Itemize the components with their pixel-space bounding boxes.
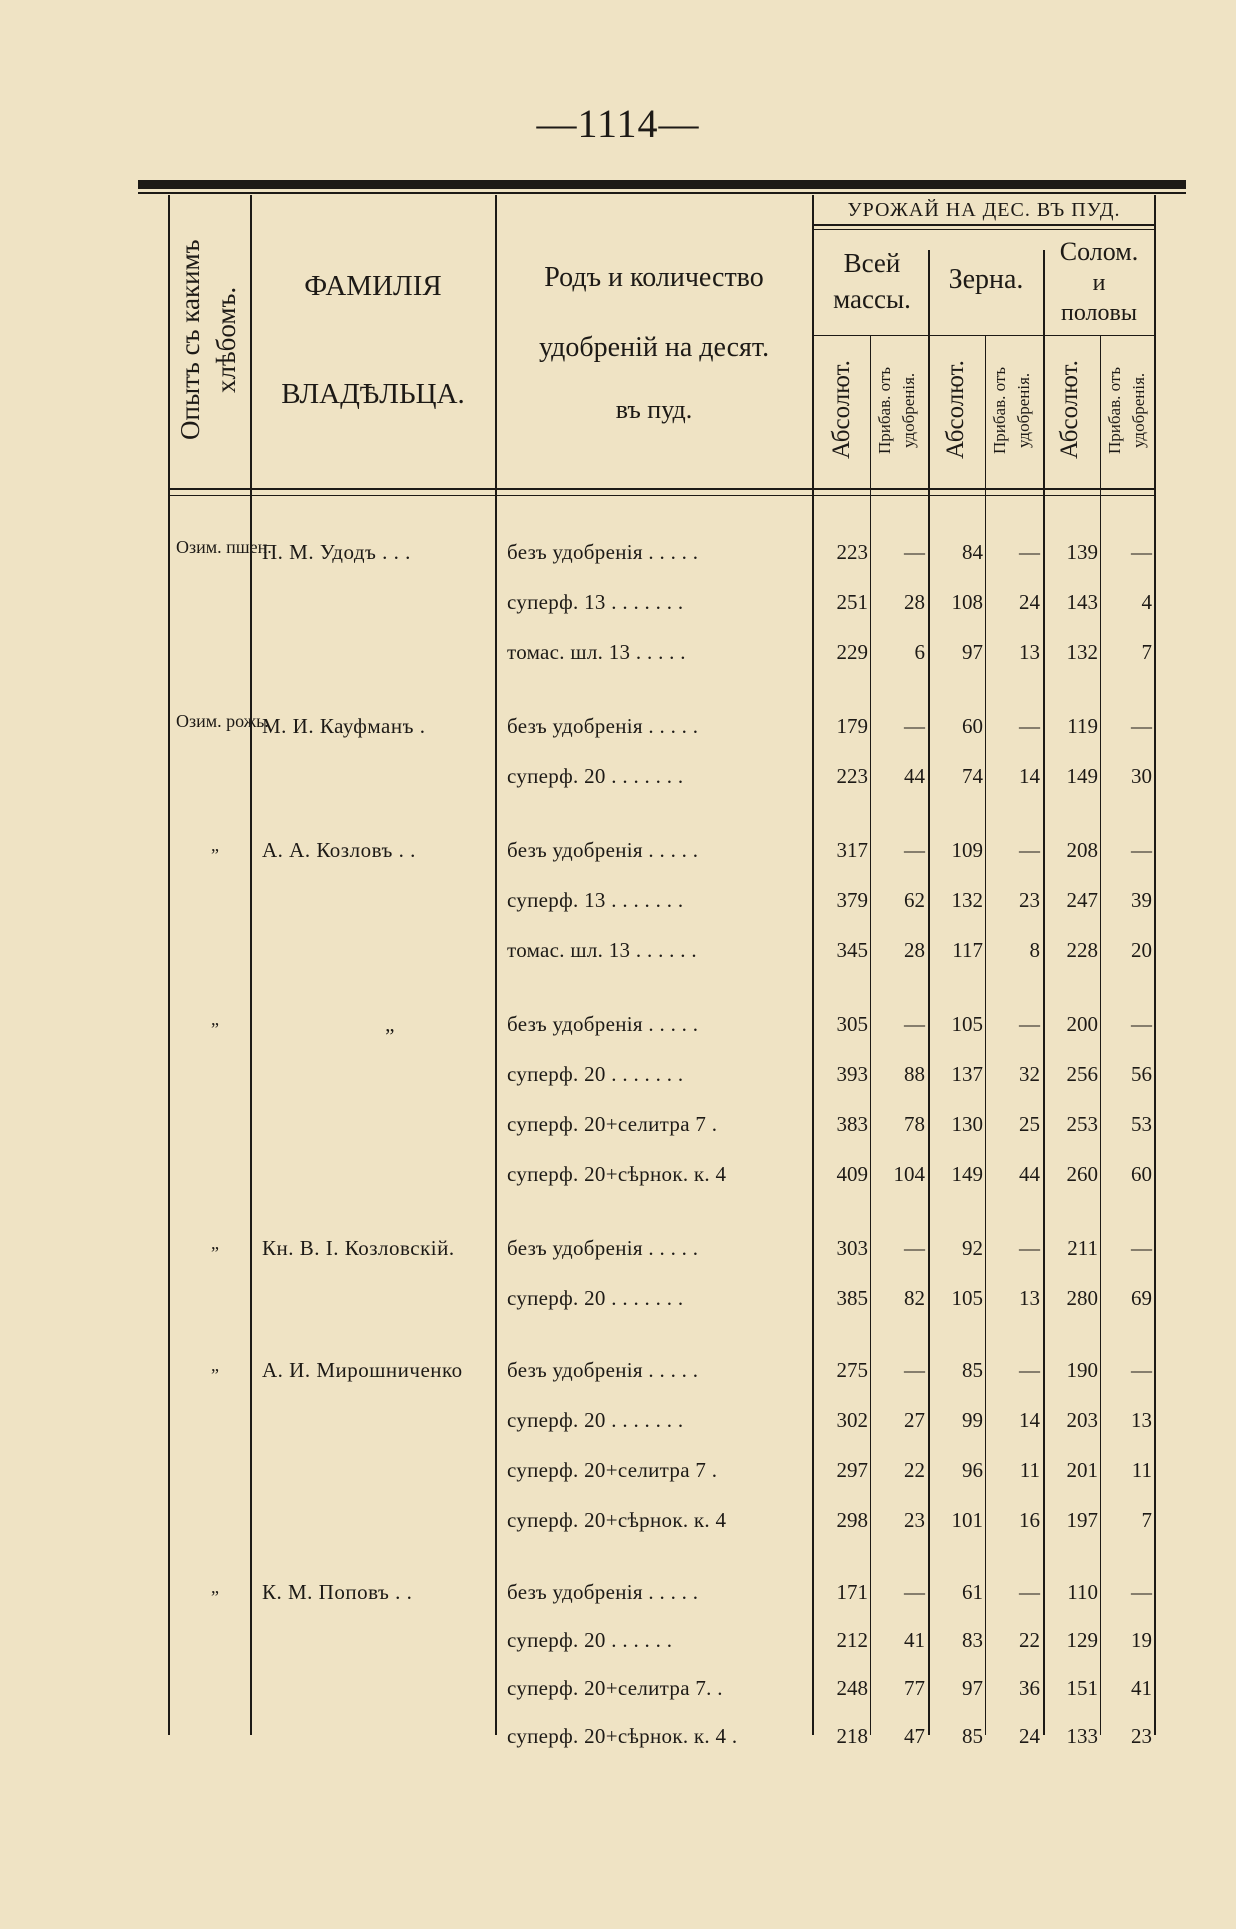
mass-absolute-cell: 383 [836, 1112, 868, 1136]
grain-increase-cell: 14 [1019, 1408, 1040, 1432]
header-fert-2: удобреній на десят. [538, 332, 770, 363]
fertilizer-cell: суперф. 20+селитра 7 . [507, 1112, 718, 1136]
straw-absolute-cell: 253 [1066, 1112, 1098, 1136]
grain-increase-cell: 36 [1019, 1676, 1040, 1700]
crop-cell: „ [211, 835, 219, 855]
grain-increase-cell: 24 [1019, 590, 1040, 614]
mass-absolute-cell: 223 [836, 540, 868, 564]
straw-absolute-cell: 190 [1066, 1358, 1098, 1382]
mass-increase-cell: 23 [904, 1508, 925, 1532]
mass-absolute-cell: 302 [836, 1408, 868, 1432]
straw-increase-cell: 41 [1131, 1676, 1152, 1700]
harvest-group-rule [812, 224, 1156, 226]
grain-absolute-cell: 97 [962, 640, 983, 664]
grain-absolute-cell: 92 [962, 1236, 983, 1260]
header-owner-2: ВЛАДѢЛЬЦА. [281, 378, 465, 410]
straw-absolute-cell: 119 [1067, 714, 1098, 738]
page-number: —1114— [536, 101, 700, 146]
header-straw-absolute: Абсолют. [1056, 360, 1083, 460]
straw-absolute-cell: 280 [1066, 1286, 1098, 1310]
grain-absolute-cell: 130 [951, 1112, 983, 1136]
mass-absolute-cell: 305 [836, 1012, 868, 1036]
straw-absolute-cell: 133 [1066, 1724, 1098, 1748]
fertilizer-cell: суперф. 20+селитра 7. . [507, 1676, 723, 1700]
mass-absolute-cell: 251 [836, 590, 868, 614]
straw-absolute-cell: 208 [1066, 838, 1098, 862]
fertilizer-cell: томас. шл. 13 . . . . . . [507, 938, 697, 962]
fertilizer-cell: суперф. 20+сѣрнок. к. 4 [507, 1162, 727, 1186]
mass-increase-cell: 78 [904, 1112, 925, 1136]
grain-absolute-cell: 105 [951, 1012, 983, 1036]
straw-increase-cell: 69 [1131, 1286, 1152, 1310]
mass-increase-cell: 62 [904, 888, 925, 912]
grain-increase-cell: 8 [1029, 938, 1040, 962]
straw-increase-cell: 23 [1131, 1724, 1152, 1748]
mass-absolute-cell: 229 [836, 640, 868, 664]
header-harvest-group: УРОЖАЙ НА ДЕС. ВЪ ПУД. [847, 199, 1121, 221]
grain-absolute-cell: 60 [962, 714, 983, 738]
fertilizer-cell: суперф. 20+сѣрнок. к. 4 [507, 1508, 727, 1532]
fertilizer-cell: суперф. 13 . . . . . . . [507, 590, 684, 614]
straw-absolute-cell: 200 [1066, 1012, 1098, 1036]
mass-absolute-cell: 218 [836, 1724, 868, 1748]
mass-absolute-cell: 385 [836, 1286, 868, 1310]
fertilizer-cell: суперф. 20+селитра 7 . [507, 1458, 718, 1482]
top-rule [138, 180, 1186, 189]
crop-cell: „ [211, 1009, 219, 1029]
mass-absolute-cell: 393 [836, 1062, 868, 1086]
mass-increase-cell: — [904, 1358, 925, 1382]
grain-increase-cell: — [1019, 838, 1040, 862]
mass-increase-cell: — [904, 838, 925, 862]
grain-absolute-cell: 74 [962, 764, 983, 788]
harvest-mid-rule [812, 335, 1156, 336]
mass-increase-cell: 82 [904, 1286, 925, 1310]
grain-increase-cell: — [1019, 1580, 1040, 1604]
mass-increase-cell: — [904, 540, 925, 564]
straw-absolute-cell: 139 [1066, 540, 1098, 564]
straw-increase-cell: — [1131, 1358, 1152, 1382]
mass-increase-cell: 27 [904, 1408, 925, 1432]
crop-cell: „ [211, 1233, 219, 1253]
owner-cell: К. М. Поповъ . . [262, 1580, 413, 1604]
grain-increase-cell: 22 [1019, 1628, 1040, 1652]
straw-absolute-cell: 197 [1066, 1508, 1098, 1532]
straw-increase-cell: — [1131, 540, 1152, 564]
mass-absolute-cell: 171 [836, 1580, 868, 1604]
grain-absolute-cell: 109 [951, 838, 983, 862]
mass-absolute-cell: 275 [836, 1358, 868, 1382]
straw-increase-cell: — [1131, 838, 1152, 862]
fertilizer-cell: суперф. 20 . . . . . . [507, 1628, 673, 1652]
grain-absolute-cell: 132 [951, 888, 983, 912]
straw-absolute-cell: 143 [1066, 590, 1098, 614]
header-straw-2: и [1092, 270, 1106, 296]
straw-increase-cell: 13 [1131, 1408, 1152, 1432]
grain-increase-cell: 24 [1019, 1724, 1040, 1748]
straw-absolute-cell: 110 [1067, 1580, 1098, 1604]
grain-increase-cell: 16 [1019, 1508, 1040, 1532]
mass-increase-cell: 44 [904, 764, 925, 788]
grain-absolute-cell: 85 [962, 1358, 983, 1382]
grain-increase-cell: 13 [1019, 1286, 1040, 1310]
straw-absolute-cell: 132 [1066, 640, 1098, 664]
fertilizer-cell: безъ удобренія . . . . . [507, 838, 699, 862]
header-owner-1: ФАМИЛІЯ [304, 270, 442, 302]
straw-increase-cell: 20 [1131, 938, 1152, 962]
header-bottom-rule [170, 488, 1156, 490]
fertilizer-cell: суперф. 20 . . . . . . . [507, 764, 684, 788]
fertilizer-cell: суперф. 20 . . . . . . . [507, 1062, 684, 1086]
owner-cell: А. И. Мирошниченко [262, 1358, 463, 1382]
col-rule-fert [812, 195, 814, 1735]
straw-absolute-cell: 203 [1066, 1408, 1098, 1432]
straw-absolute-cell: 247 [1066, 888, 1098, 912]
mass-absolute-cell: 179 [836, 714, 868, 738]
mass-increase-cell: 22 [904, 1458, 925, 1482]
grain-increase-cell: — [1019, 1236, 1040, 1260]
top-rule-thin [138, 192, 1186, 194]
header-fert-3: въ пуд. [615, 395, 693, 424]
header-fert-1: Родъ и количество [544, 262, 764, 293]
mass-increase-cell: 28 [904, 590, 925, 614]
header-grain-increase: Прибав. отъ удобренія. [990, 366, 1033, 454]
straw-increase-cell: 19 [1131, 1628, 1152, 1652]
mass-increase-cell: 104 [893, 1162, 925, 1186]
header-straw-3: половы [1061, 300, 1137, 326]
grain-increase-cell: 13 [1019, 640, 1040, 664]
mass-absolute-cell: 303 [836, 1236, 868, 1260]
grain-increase-cell: 14 [1019, 764, 1040, 788]
grain-absolute-cell: 149 [951, 1162, 983, 1186]
straw-increase-cell: — [1131, 1236, 1152, 1260]
header-total-mass: Всей массы. [833, 248, 911, 314]
header-bottom-rule-thin [170, 495, 1156, 496]
crop-cell: „ [211, 1577, 219, 1597]
straw-increase-cell: 7 [1141, 640, 1152, 664]
grain-absolute-cell: 99 [962, 1408, 983, 1432]
fertilizer-cell: безъ удобренія . . . . . [507, 1012, 699, 1036]
header-mass-increase: Прибав. отъ удобренія. [875, 366, 918, 454]
harvest-sub-rule [812, 229, 1156, 230]
straw-increase-cell: 4 [1141, 590, 1152, 614]
straw-absolute-cell: 211 [1067, 1236, 1098, 1260]
header-grain-absolute: Абсолют. [942, 360, 969, 460]
grain-absolute-cell: 105 [951, 1286, 983, 1310]
fertilizer-cell: суперф. 20 . . . . . . . [507, 1408, 684, 1432]
crop-cell: Озим. пшен. [176, 537, 272, 557]
mass-increase-cell: — [904, 714, 925, 738]
mass-absolute-cell: 248 [836, 1676, 868, 1700]
straw-increase-cell: — [1131, 714, 1152, 738]
grain-absolute-cell: 97 [962, 1676, 983, 1700]
mass-absolute-cell: 297 [836, 1458, 868, 1482]
grain-increase-cell: — [1019, 540, 1040, 564]
grain-absolute-cell: 108 [951, 590, 983, 614]
mass-increase-cell: 6 [914, 640, 925, 664]
grain-absolute-cell: 117 [952, 938, 983, 962]
straw-increase-cell: 56 [1131, 1062, 1152, 1086]
fertilizer-cell: суперф. 20+сѣрнок. к. 4 . [507, 1724, 738, 1748]
mass-absolute-cell: 298 [836, 1508, 868, 1532]
mass-increase-cell: 88 [904, 1062, 925, 1086]
straw-increase-cell: 7 [1141, 1508, 1152, 1532]
owner-cell: М. И. Кауфманъ . [262, 714, 426, 738]
straw-increase-cell: 30 [1131, 764, 1152, 788]
grain-increase-cell: 25 [1019, 1112, 1040, 1136]
grain-increase-cell: 44 [1019, 1162, 1040, 1186]
grain-increase-cell: — [1019, 1012, 1040, 1036]
fertilizer-cell: томас. шл. 13 . . . . . [507, 640, 686, 664]
grain-absolute-cell: 137 [951, 1062, 983, 1086]
mass-absolute-cell: 379 [836, 888, 868, 912]
header-experiment: Опытъ съ какимъ хлѣбомъ. [175, 239, 241, 441]
grain-increase-cell: 32 [1019, 1062, 1040, 1086]
header-grain: Зерна. [948, 264, 1024, 295]
straw-absolute-cell: 256 [1066, 1062, 1098, 1086]
grain-increase-cell: — [1019, 714, 1040, 738]
grain-absolute-cell: 85 [962, 1724, 983, 1748]
mass-absolute-cell: 345 [836, 938, 868, 962]
grain-increase-cell: 23 [1019, 888, 1040, 912]
mass-increase-cell: 77 [904, 1676, 925, 1700]
owner-cell: П. М. Удодъ . . . [262, 540, 411, 564]
owner-cell: „ [385, 1012, 395, 1036]
mass-increase-cell: 28 [904, 938, 925, 962]
grain-absolute-cell: 96 [962, 1458, 983, 1482]
fertilizer-cell: суперф. 20 . . . . . . . [507, 1286, 684, 1310]
straw-absolute-cell: 151 [1066, 1676, 1098, 1700]
fertilizer-cell: безъ удобренія . . . . . [507, 540, 699, 564]
grain-increase-cell: 11 [1019, 1458, 1040, 1482]
mass-increase-cell: — [904, 1012, 925, 1036]
straw-increase-cell: 53 [1131, 1112, 1152, 1136]
owner-cell: Кн. В. І. Козловскій. [262, 1236, 455, 1260]
straw-increase-cell: — [1131, 1580, 1152, 1604]
mass-absolute-cell: 223 [836, 764, 868, 788]
fertilizer-cell: безъ удобренія . . . . . [507, 1358, 699, 1382]
mass-absolute-cell: 317 [836, 838, 868, 862]
col-rule-crop [250, 195, 252, 1735]
straw-absolute-cell: 201 [1066, 1458, 1098, 1482]
mass-increase-cell: 47 [904, 1724, 925, 1748]
grain-increase-cell: — [1019, 1358, 1040, 1382]
mass-absolute-cell: 212 [836, 1628, 868, 1652]
owner-cell: А. А. Козловъ . . [262, 838, 416, 862]
straw-absolute-cell: 228 [1066, 938, 1098, 962]
straw-absolute-cell: 260 [1066, 1162, 1098, 1186]
mass-increase-cell: — [904, 1580, 925, 1604]
straw-increase-cell: 60 [1131, 1162, 1152, 1186]
crop-cell: „ [211, 1355, 219, 1375]
grain-absolute-cell: 84 [962, 540, 983, 564]
straw-absolute-cell: 149 [1066, 764, 1098, 788]
crop-cell: Озим. рожь. [176, 711, 269, 731]
fertilizer-cell: безъ удобренія . . . . . [507, 1236, 699, 1260]
mass-increase-cell: — [904, 1236, 925, 1260]
header-mass-absolute: Абсолют. [828, 360, 855, 460]
mass-absolute-cell: 409 [836, 1162, 868, 1186]
mass-increase-cell: 41 [904, 1628, 925, 1652]
grain-absolute-cell: 83 [962, 1628, 983, 1652]
col-rule-right [1154, 195, 1156, 1735]
fertilizer-cell: безъ удобренія . . . . . [507, 1580, 699, 1604]
straw-increase-cell: — [1131, 1012, 1152, 1036]
header-straw-increase: Прибав. отъ удобренія. [1105, 366, 1148, 454]
fertilizer-cell: суперф. 13 . . . . . . . [507, 888, 684, 912]
straw-increase-cell: 39 [1131, 888, 1152, 912]
header-straw-1: Солом. [1059, 237, 1139, 266]
straw-increase-cell: 11 [1131, 1458, 1152, 1482]
grain-absolute-cell: 61 [962, 1580, 983, 1604]
grain-absolute-cell: 101 [951, 1508, 983, 1532]
col-rule-left [168, 195, 170, 1735]
fertilizer-cell: безъ удобренія . . . . . [507, 714, 699, 738]
straw-absolute-cell: 129 [1066, 1628, 1098, 1652]
